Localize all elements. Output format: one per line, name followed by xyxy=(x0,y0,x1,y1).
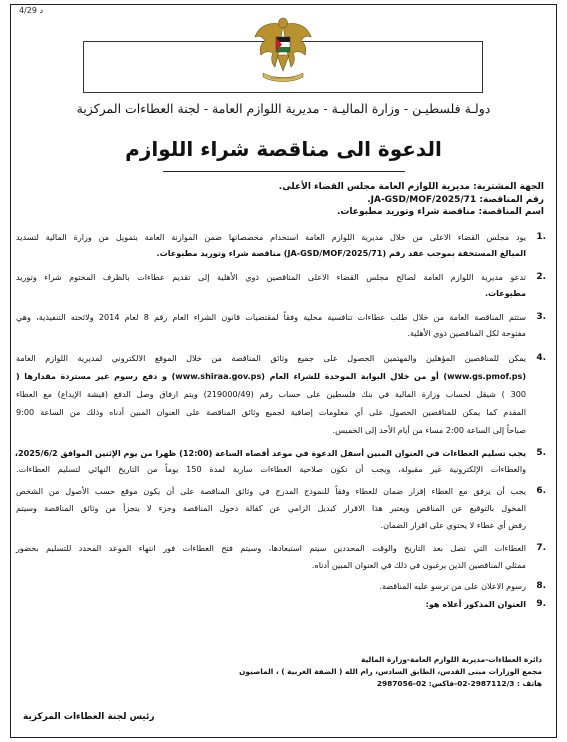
item-line: يجب أن يرفق مع العطاء إقرار ضمان للعطاء وفقاً للنموذج المدرج في وثائق المناقصة على أن يكون موقع حسب الأصول من الشخص xyxy=(16,486,526,496)
list-item xyxy=(16,349,546,439)
item-line: يمكن للمناقصين المؤهلين والمهتمين الحصول على جميع وثائق المناقصة من خلال الموقع الالكتروني لمديرية اللوازم العامة xyxy=(16,353,526,363)
item-line: المخول بالتوقيع عن المناقص ويعتبر هذا الاقرار كبديل الزامي عن كفالة دخول المناقصة وجزء لا يتجزأ من وثائق المناقصة وسيتم xyxy=(16,503,526,513)
address-block xyxy=(22,654,542,690)
item-line: المبالغ المستحقة بموجب عقد رقم (JA-GSD/MOF/2025/71) مناقصة شراء وتوريد مطبوعات. xyxy=(156,248,526,258)
emblem-flag-shield xyxy=(276,37,290,52)
list-item xyxy=(16,309,546,341)
item-line: يود مجلس القضاء الاعلى من خلال مديرية اللوازم العامة استخدام مخصصاتها ضمن الموازنة العامة بتمويل من وزارة المالية لتسديد xyxy=(16,232,526,242)
document-title: الدعوة الى مناقصة شراء اللوازم xyxy=(125,137,442,161)
item-number: .3 xyxy=(536,312,546,322)
item-line: ممثلي المناقصين الذين يرغبون في ذلك في العنوان المبين أدناه. xyxy=(311,560,526,570)
list-item xyxy=(16,445,546,477)
address-line-2: مجمع الوزارات مبنى القدس، الطابق السادس، رام الله ( الضفة الغربية ) ، الماصيون xyxy=(239,667,542,676)
item-line: العنوان المذكور أعلاه هو: xyxy=(425,599,526,609)
item-number: .1 xyxy=(536,232,546,242)
item-number: .2 xyxy=(536,272,546,282)
emblem-head xyxy=(279,18,288,28)
item-line: 300 ) شيقل لحساب وزارة المالية في بنك فلسطين على حساب رقم (219000/49) ويتم ارفاق وصل الدفع (قيشة الإيداع) مع العطاء xyxy=(16,389,527,399)
tender-meta xyxy=(14,181,544,219)
list-item xyxy=(16,269,546,301)
emblem-scroll xyxy=(263,73,303,82)
item-number: .7 xyxy=(536,543,546,553)
tender-items-list xyxy=(16,229,546,612)
title-underline xyxy=(163,171,405,172)
item-number: .5 xyxy=(536,448,546,458)
list-item xyxy=(16,229,546,261)
document-page xyxy=(10,4,557,738)
page-number: 4/29 د xyxy=(19,6,44,15)
item-line: تدعو مديرية اللوازم العامة لصالح مجلس القضاء الاعلى المناقصين ذوي الأهلية إلى تقديم عطاءات بالظرف المختوم شراء وتوريد xyxy=(16,272,526,282)
signature-title: رئيس لجنة العطاءات المركزية xyxy=(23,712,155,722)
address-line-1: دائرة العطاءات-مديرية اللوازم العامة-وزارة المالية xyxy=(361,655,542,664)
item-line: ستتم المناقصة العامة من خلال طلب عطاءات تنافسية محلية وفقاً لمقتضيات قانون الشراء العام رقم 8 لعام 2014 ولائحته التنفيذية، وهي xyxy=(16,312,527,322)
emblem-tail xyxy=(277,55,289,71)
list-item xyxy=(16,483,546,534)
item-line: يجب تسليم العطاءات في العنوان المبين أسفل الدعوة في موعد أقصاه الساعة (12:00) ظهرا من يوم الإثنين الموافق 2025/6/2، xyxy=(14,448,526,458)
item-line: رسوم الاعلان على من ترسو عليه المناقصة. xyxy=(379,581,526,591)
address-line-3: هاتف : 2987112/3-02-فاكس: 02-2987056 xyxy=(376,679,542,688)
item-line: مطبوعات. xyxy=(484,288,526,298)
list-item xyxy=(16,596,546,612)
item-number: .6 xyxy=(536,486,546,496)
item-number: .8 xyxy=(536,581,546,591)
item-line: صباحاً إلى الساعة 2:00 مساء من أيام الأحد إلى الخميس. xyxy=(332,425,526,435)
meta-tender-name: اسم المناقصة: مناقصة شراء وتوريد مطبوعات. xyxy=(336,207,544,217)
item-line: (www.gs.pmof.ps) أو من خلال البوابة الموحدة للشراء العام (www.shiraa.gov.ps) و دفع رسوم غير مستردة مقدارها ( xyxy=(16,371,527,381)
item-line: العطاءات التي تصل بعد التاريخ والوقت المحددين سيتم استبعادها، وسيتم فتح العطاءات فور انتهاء الموعد المحدد للتسليم بحضور xyxy=(16,543,526,553)
item-line: المقدم كما يمكن للمناقصين الحصول على أي معلومات إضافية لجميع وثائق المناقصة على العنوان المبين أدناه وذلك من الساعة 9:00 xyxy=(16,407,526,417)
list-item xyxy=(16,578,546,594)
item-number: .4 xyxy=(536,353,546,363)
meta-tender-number: رقم المناقصة: JA-GSD/MOF/2025/71. xyxy=(367,194,544,205)
header-line: دولـة فلسطيـن - وزارة الماليـة - مديرية اللوازم العامة - لجنة العطاءات المركزية xyxy=(76,101,491,116)
item-line: مفتوحة لكل المناقصين ذوي الأهلية. xyxy=(407,328,526,338)
list-item xyxy=(16,540,546,574)
item-line: والعطاءات الإلكترونية غير مقبولة، ويجب أن تكون صلاحية العطاءات سارية لمدة 150 يوماً من التاريخ النهائي لتسليم العطاءات. xyxy=(16,464,527,474)
palestine-eagle-emblem xyxy=(249,11,317,91)
meta-entity: الجهة المشترية: مديرية اللوازم العامة مجلس القضاء الأعلى. xyxy=(278,182,544,192)
item-number: .9 xyxy=(536,599,546,609)
item-line: رفض أي عطاء لا يحتوي على اقرار الضمان. xyxy=(380,520,526,530)
